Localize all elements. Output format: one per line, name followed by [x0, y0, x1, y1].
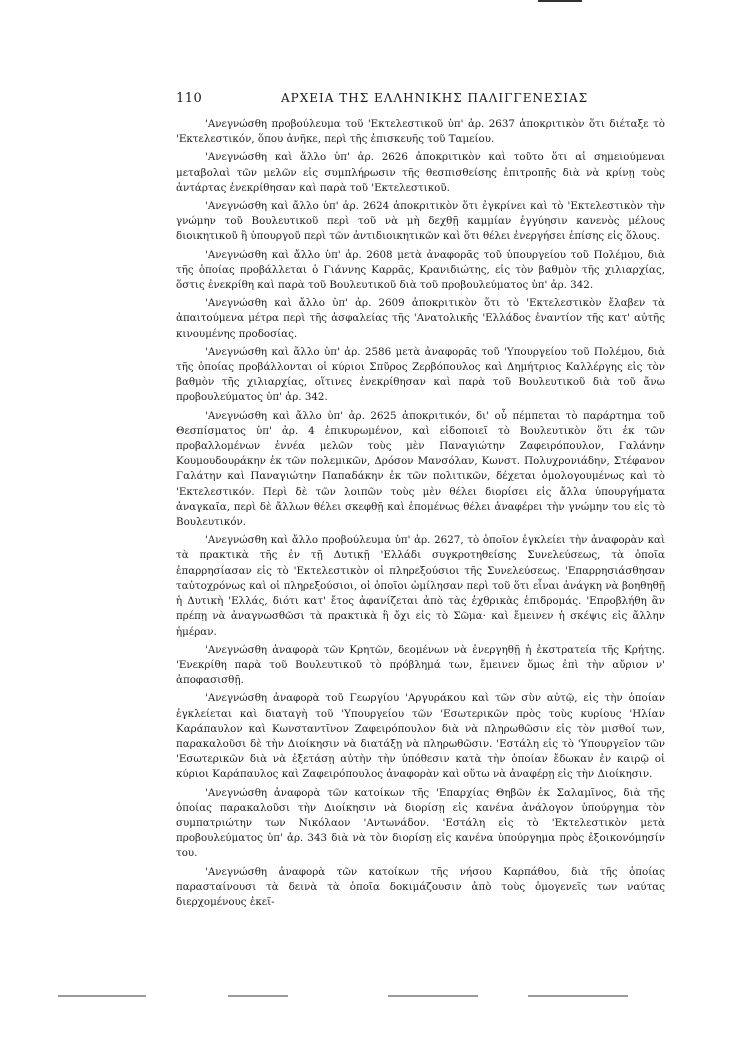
paragraph: 'Ανεγνώσθη καὶ ἄλλο ὑπ' ἀρ. 2586 μετὰ ἀναφορᾶς τοῦ 'Υπουργείου τοῦ Πολέμου, διὰ τῆς ὁποίας προβάλλονται οἱ κύριοι Σπῦρος Ζερβόπουλος καὶ Δημήτριος Καλλέργης εἰς τὸν βαθμὸν τῆς χιλιαρχίας, οἵτινες ἐνεκρίθησαν καὶ παρὰ τοῦ Βουλευτικοῦ διὰ τοῦ ἄνω προβουλεύματος ὑπ' ἀρ. 342. — [176, 345, 665, 404]
page-header — [176, 91, 665, 109]
paragraph: 'Ανεγνώσθη ἀναφορὰ τῶν Κρητῶν, δεομένων νὰ ἐνεργηθῇ ἡ ἐκστρατεία τῆς Κρήτης. 'Ενεκρίθη παρὰ τοῦ Βουλευτικοῦ τὸ πρόβλημά των, ἔμεινεν ὅμως ἐπὶ τὴν αὔριον ν' ἀποφασισθῇ. — [176, 643, 665, 687]
paragraph: 'Ανεγνώσθη καὶ ἄλλο ὑπ' ἀρ. 2608 μετὰ ἀναφορᾶς τοῦ ὑπουργείου τοῦ Πολέμου, διὰ τῆς ὁποίας προβάλλεται ὁ Γιάννης Καρρᾶς, Κρανιδιώτης, εἰς τὸν βαθμὸν τῆς χιλιαρχίας, ὅστις ἐνεκρίθη καὶ παρὰ τοῦ Βουλευτικοῦ διὰ τοῦ προβουλεύματος ὑπ' ἀρ. 342. — [176, 248, 665, 292]
paragraph: 'Ανεγνώσθη προβούλευμα τοῦ 'Εκτελεστικοῦ ὑπ' ἀρ. 2637 ἀποκριτικὸν ὅτι διέταξε τὸ 'Εκτελεστικόν, ὅπου ἀνῆκε, περὶ τῆς ἐπισκευῆς τοῦ Ταμείου. — [176, 118, 665, 146]
paragraph: 'Ανεγνώσθη καὶ ἄλλο προβούλευμα ὑπ' ἀρ. 2627, τὸ ὁποῖον ἐγκλείει τὴν ἀναφορὰν καὶ τὰ πρακτικὰ τῆς ἐν τῇ Δυτικῇ 'Ελλάδι συγκροτηθείσης Συνελεύσεως, τὰ ὁποῖα ἐπαρρησίασαν εἰς τὸ 'Εκτελεστικὸν οἱ πληρεξούσιοι τῆς Συνελεύσεως. 'Επαρρησιάσθησαν ταὐτοχρόνως καὶ οἱ πληρεξούσιοι, οἱ ὁποῖοι ὡμίλησαν περὶ τοῦ ὅτι εἶναι ἀνάγκη νὰ βοηθηθῇ ἡ Δυτικὴ 'Ελλάς, διότι κατ' ἔτος ἀφανίζεται ἀπὸ τὰς ἐχθρικὰς ἐπιδρομάς. 'Επροβλήθη ἂν πρέπῃ νὰ ἀναγνωσθῶσι τὰ πρακτικὰ ἢ ὄχι εἰς τὸ Σῶμα· καὶ ἔμεινεν ἡ σκέψις εἰς ἄλλην ἡμέραν. — [176, 534, 665, 638]
paragraph: 'Ανεγνώσθη ἀναφορὰ τοῦ Γεωργίου 'Αργυράκου καὶ τῶν σὺν αὐτῷ, εἰς τὴν ὁποίαν ἐγκλείεται καὶ διαταγὴ τοῦ 'Υπουργείου τῶν 'Εσωτερικῶν πρὸς τοὺς κυρίους 'Ηλίαν Καράπαυλον καὶ Κωνσταντῖνον Ζαφειρόπουλον διὰ νὰ πληρωθῶσιν εἰς τὸν μισθοί των, παρακαλοῦσι δὲ τὴν Διοίκησιν νὰ διατάξῃ νὰ πληρωθῶσιν. 'Εστάλη εἰς τὸ 'Υπουργεῖον τῶν 'Εσωτερικῶν διὰ νὰ ἐξετάσῃ αὐτὴν τὴν ὑπόθεσιν κατὰ τὴν ὁποίαν ἔδωκαν ἐν καιρῷ οἱ κύριοι Καράπαυλος καὶ Ζαφειρόπουλος ἀναφορὰν καὶ οὕτω νὰ ἀναφέρῃ εἰς τὴν Διοίκησιν. — [176, 692, 665, 781]
top-edge-mark — [538, 0, 582, 2]
scan-mark — [228, 995, 288, 997]
scan-mark — [528, 995, 628, 997]
bottom-scan-marks — [58, 995, 698, 999]
paragraph: 'Ανεγνώσθη καὶ ἄλλο ὑπ' ἀρ. 2626 ἀποκριτικὸν καὶ τοῦτο ὅτι αἱ σημειούμεναι μεταβολαὶ τῶν μελῶν εἰς συμπλήρωσιν τῆς θεσπισθείσης ἐπιτροπῆς διὰ νὰ κρίνῃ τοὺς ἀντάρτας ἐνεκρίθησαν καὶ παρὰ τοῦ 'Εκτελεστικοῦ. — [176, 151, 665, 194]
running-head: ΑΡΧΕΙΑ ΤΗΣ ΕΛΛΗΝΙΚΗΣ ΠΑΛΙΓΓΕΝΕΣΙΑΣ — [281, 91, 589, 105]
body-text — [176, 117, 665, 913]
paragraph: 'Ανεγνώσθη καὶ ἄλλο ὑπ' ἀρ. 2624 ἀποκριτικὸν ὅτι ἐγκρίνει καὶ τὸ 'Εκτελεστικὸν τὴν γνώμην τοῦ Βουλευτικοῦ περὶ τοῦ νὰ μὴ δεχθῇ καμμίαν ἐγγύησιν κανενὸς μέλους διοικητικοῦ ἢ ὑπουργοῦ περὶ τῶν ἀντιδιοικητικῶν καὶ ὅτι θέλει ἐνεργήσει ἐπίσης εἰς ὅλους. — [176, 200, 665, 243]
page-number: 110 — [176, 91, 203, 106]
paragraph: 'Ανεγνώσθη καὶ ἄλλο ὑπ' ἀρ. 2609 ἀποκριτικὸν ὅτι τὸ 'Εκτελεστικὸν ἔλαβεν τὰ ἀπαιτούμενα μέτρα περὶ τῆς ἀσφαλείας τῆς 'Ανατολικῆς 'Ελλάδος ἐναντίον τῆς κατ' αὐτῆς κινουμένης προδοσίας. — [176, 297, 665, 340]
paragraph: 'Ανεγνώσθη ἀναφορὰ τῶν κατοίκων τῆς 'Επαρχίας Θηβῶν ἐκ Σαλαμῖνος, διὰ τῆς ὁποίας παρακαλοῦσι τὴν Διοίκησιν νὰ διορίσῃ εἰς κανένα ἀνάλογον ὑπούργημα τὸν συμπατριώτην των Νικόλαον 'Αντωνάδον. 'Εστάλη εἰς τὸ 'Εκτελεστικὸν μετὰ προβουλεύματος ὑπ' ἀρ. 343 διὰ νὰ τὸν διορίσῃ εἰς κανένα ὑπούργημα πρὸς ἐξοικονόμησίν του. — [176, 786, 665, 860]
scan-mark — [388, 995, 478, 997]
scan-mark — [58, 995, 146, 997]
paragraph: 'Ανεγνώσθη ἀναφορὰ τῶν κατοίκων τῆς νήσου Καρπάθου, διὰ τῆς ὁποίας παρασταίνουσι τὰ δεινὰ τὰ ὁποῖα δοκιμάζουσιν ἀπὸ τοὺς ὁμογενεῖς των ναύτας διερχομένους ἐκεῖ- — [176, 865, 665, 908]
paragraph: 'Ανεγνώσθη καὶ ἄλλο ὑπ' ἀρ. 2625 ἀποκριτικόν, δι' οὗ πέμπεται τὸ παράρτημα τοῦ Θεσπίσματος ὑπ' ἀρ. 4 ἐπικυρωμένον, καὶ εἰδοποιεῖ τὸ Βουλευτικὸν ὅτι ἐκ τῶν προβαλλομένων ἐννέα μελῶν τοὺς μὲν Παναγιώτην Ζαφειρόπουλον, Γαλάνην Κουμουδουράκην ἐκ τῶν πολεμικῶν, Δρόσον Μανσόλαν, Κωνστ. Πολυχρονιάδην, Στέφανον Γαλάτην καὶ Παναγιώτην Παπαδάκην ἐκ τῶν πολιτικῶν, δέχεται ὁμολογουμένως καὶ τὸ 'Εκτελεστικόν. Περὶ δὲ τῶν λοιπῶν τοὺς μὲν θέλει διορίσει εἰς ἄλλα ὑπουργήματα ἀναγκαῖα, περὶ δὲ ἄλλων θέλει σκεφθῇ καὶ ἑπομένως θέλει ἀναφέρει τὴν γνώμην του εἰς τὸ Βουλευτικόν. — [176, 409, 665, 529]
